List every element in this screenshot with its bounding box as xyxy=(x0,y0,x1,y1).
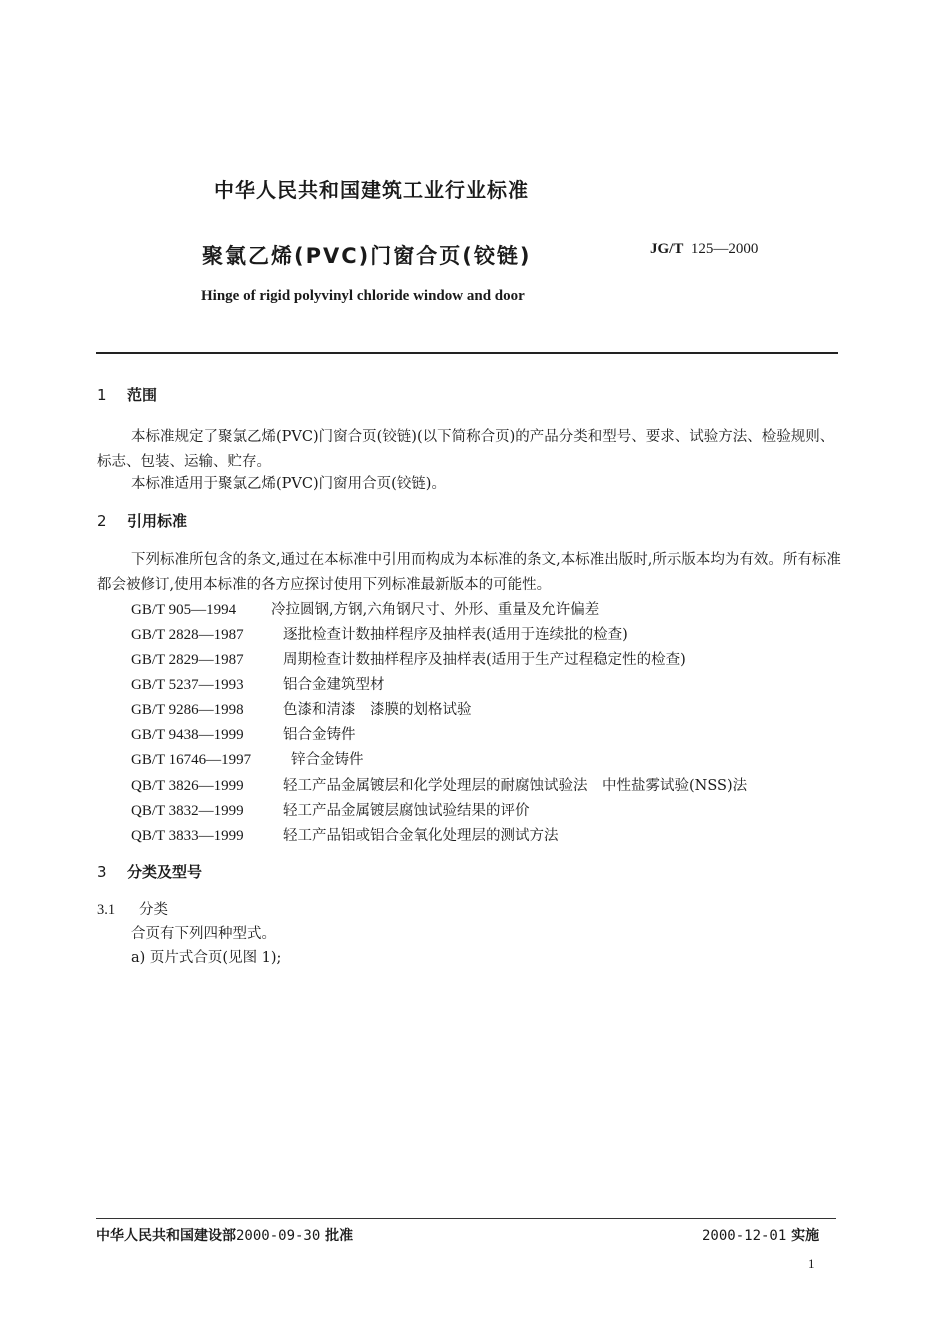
reference-code: GB/T 9286—1998 xyxy=(131,702,244,718)
approval-org: 中华人民共和国建设部 xyxy=(96,1228,236,1244)
section-number: 1 xyxy=(97,386,107,404)
reference-name: 铝合金铸件 xyxy=(283,727,356,743)
reference-code: GB/T 16746—1997 xyxy=(131,752,252,768)
reference-item xyxy=(131,748,364,769)
section-title: 范围 xyxy=(127,386,158,404)
standard-prefix: JG/T xyxy=(650,241,684,257)
reference-item xyxy=(131,623,628,644)
reference-name: 冷拉圆钢,方钢,六角钢尺寸、外形、重量及允许偏差 xyxy=(271,602,600,618)
reference-item xyxy=(131,598,599,619)
section-3-heading xyxy=(97,861,202,882)
section-number: 3 xyxy=(97,863,107,881)
subsection-number: 3.1 xyxy=(97,902,116,918)
reference-name: 逐批检查计数抽样程序及抽样表(适用于连续批的检查) xyxy=(283,627,628,643)
approval-word: 批准 xyxy=(325,1228,354,1244)
reference-name: 轻工产品铝或铝合金氧化处理层的测试方法 xyxy=(283,828,559,844)
english-title: Hinge of rigid polyvinyl chloride window and door xyxy=(201,288,525,304)
reference-code: GB/T 905—1994 xyxy=(131,602,237,618)
reference-code: GB/T 9438—1999 xyxy=(131,727,244,743)
issuing-body: 中华人民共和国建筑工业行业标准 xyxy=(214,178,529,202)
footer-divider xyxy=(96,1218,836,1219)
approval-line xyxy=(96,1225,353,1245)
standard-code: 125—2000 xyxy=(690,241,759,257)
reference-name: 轻工产品金属镀层和化学处理层的耐腐蚀试验法 中性盐雾试验(NSS)法 xyxy=(283,778,748,794)
implementation-date: 2000-12-01 xyxy=(702,1228,787,1244)
reference-code: GB/T 2828—1987 xyxy=(131,627,244,643)
implementation-word: 实施 xyxy=(791,1228,820,1244)
reference-code: GB/T 5237—1993 xyxy=(131,677,244,693)
page-number: 1 xyxy=(808,1256,815,1271)
reference-code: QB/T 3833—1999 xyxy=(131,828,244,844)
section-2-heading xyxy=(97,510,187,531)
header-divider xyxy=(96,352,838,354)
reference-name: 铝合金建筑型材 xyxy=(283,677,385,693)
implementation-line xyxy=(702,1225,819,1245)
section-1-paragraph-2: 本标准适用于聚氯乙烯(PVC)门窗用合页(铰链)。 xyxy=(131,476,446,492)
reference-item xyxy=(131,648,686,669)
subsection-title: 分类 xyxy=(139,902,168,918)
standard-number xyxy=(650,241,758,258)
subsection-3-1-heading xyxy=(97,898,168,919)
section-1-heading xyxy=(97,384,157,405)
approval-date: 2000-09-30 xyxy=(236,1228,321,1244)
section-1-paragraph-1: 本标准规定了聚氯乙烯(PVC)门窗合页(铰链)(以下简称合页)的产品分类和型号、要求、试验方法、检验规则、标志、包装、运输、贮存。 xyxy=(97,429,835,470)
reference-item xyxy=(131,774,747,795)
classification-text: 合页有下列四种型式。 xyxy=(131,926,276,942)
reference-item xyxy=(131,799,530,820)
section-title: 分类及型号 xyxy=(127,863,203,881)
reference-code: GB/T 2829—1987 xyxy=(131,652,244,668)
document-title: 聚氯乙烯(PVC)门窗合页(铰链) xyxy=(202,244,532,268)
section-2-paragraph: 下列标准所包含的条文,通过在本标准中引用而构成为本标准的条文,本标准出版时,所示版本均为有效。所有标准都会被修订,使用本标准的各方应探讨使用下列标准最新版本的可能性。 xyxy=(97,552,841,593)
reference-item xyxy=(131,824,559,845)
reference-code: QB/T 3826—1999 xyxy=(131,778,244,794)
reference-name: 色漆和清漆 漆膜的划格试验 xyxy=(283,702,472,718)
reference-name: 轻工产品金属镀层腐蚀试验结果的评价 xyxy=(283,803,530,819)
reference-item xyxy=(131,673,385,694)
section-number: 2 xyxy=(97,512,107,530)
reference-item xyxy=(131,698,472,719)
reference-name: 周期检查计数抽样程序及抽样表(适用于生产过程稳定性的检查) xyxy=(283,652,686,668)
reference-name: 锌合金铸件 xyxy=(291,752,364,768)
reference-code: QB/T 3832—1999 xyxy=(131,803,244,819)
section-title: 引用标准 xyxy=(127,512,188,530)
classification-item-a: a) 页片式合页(见图 1); xyxy=(131,950,282,966)
reference-item xyxy=(131,723,356,744)
